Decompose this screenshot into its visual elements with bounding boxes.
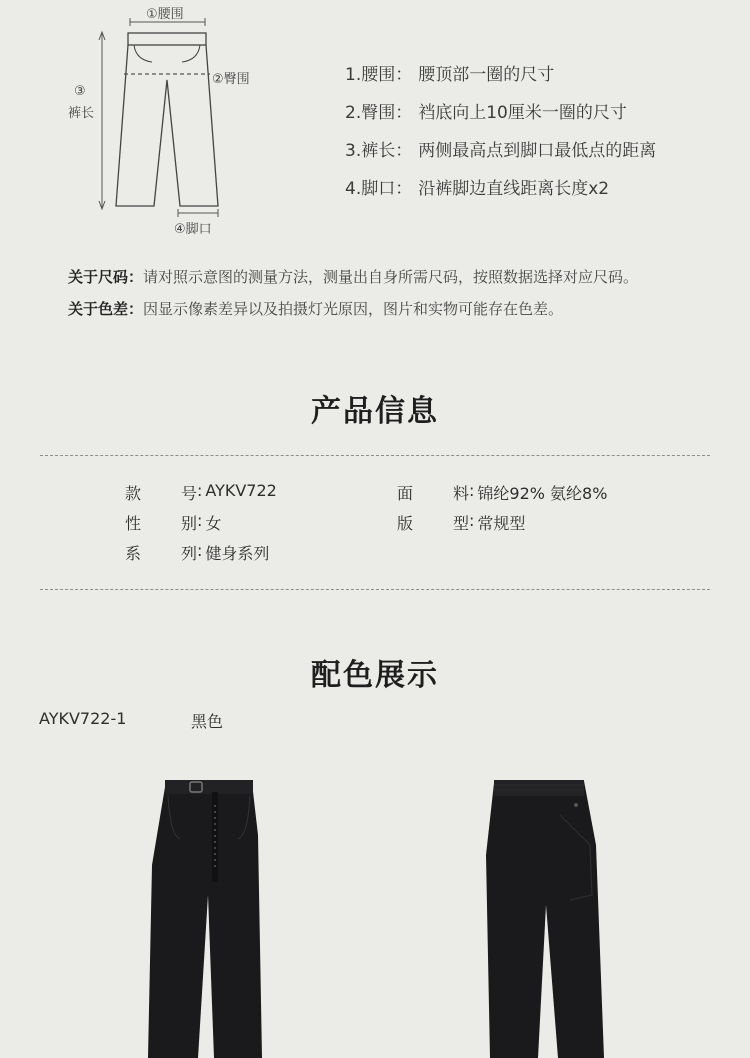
- definition-term: 1.腰围：: [345, 65, 413, 85]
- definition-row: [345, 98, 656, 136]
- model-number: AYKV722: [205, 481, 277, 500]
- size-note: [68, 266, 638, 298]
- fit-value: 常规型: [477, 514, 526, 533]
- color-note: [68, 298, 638, 330]
- info-row-fit: 版 型 : 常规型: [397, 511, 607, 541]
- definition-term: 2.臀围：: [345, 103, 413, 123]
- definition-desc: 腰顶部一圈的尺寸: [418, 65, 555, 85]
- info-row-fabric: 面 料 : 锦纶92% 氨纶8%: [397, 481, 607, 511]
- gender-value: 女: [205, 514, 222, 533]
- measurement-diagram: [60, 0, 280, 240]
- variant-sku: AYKV722-1: [39, 709, 127, 728]
- measurement-definitions: [345, 60, 656, 212]
- note-key: 关于尺码：: [68, 268, 144, 286]
- info-key: 性 别: [125, 514, 197, 533]
- color-display-title: 配色展示: [311, 658, 439, 693]
- definition-desc: 两侧最高点到脚口最低点的距离: [418, 141, 657, 161]
- hip-label: ②臀围: [212, 72, 250, 87]
- info-key: 面 料: [397, 484, 469, 503]
- note-text: 因显示像素差异以及拍摄灯光原因，图片和实物可能存在色差。: [143, 300, 564, 318]
- product-info-right: [397, 481, 607, 541]
- info-row-series: 系 列 : 健身系列: [125, 541, 277, 571]
- fabric-value: 锦纶92% 氨纶8%: [477, 484, 608, 503]
- definition-row: [345, 136, 656, 174]
- waist-label: ①腰围: [146, 7, 184, 22]
- info-row-model: 款 号 : AYKV722: [125, 481, 277, 511]
- definition-row: [345, 60, 656, 98]
- divider: [40, 589, 710, 590]
- divider: [40, 455, 710, 456]
- pants-front-image: [140, 775, 270, 1058]
- info-key: 款 号: [125, 484, 197, 503]
- info-row-gender: 性 别 : 女: [125, 511, 277, 541]
- cuff-label: ④脚口: [174, 222, 212, 237]
- series-value: 健身系列: [205, 544, 270, 563]
- length-label: 裤长: [68, 106, 95, 121]
- definition-term: 3.裤长：: [345, 141, 413, 161]
- info-key: 系 列: [125, 544, 197, 563]
- definition-desc: 裆底向上10厘米一圈的尺寸: [418, 103, 627, 123]
- info-key: 版 型: [397, 514, 469, 533]
- product-info-left: [125, 481, 277, 571]
- variant-color: 黑色: [191, 712, 224, 731]
- note-key: 关于色差：: [68, 300, 144, 318]
- definition-term: 4.脚口：: [345, 179, 413, 199]
- product-info-title: 产品信息: [311, 394, 439, 429]
- definition-row: [345, 174, 656, 212]
- pants-back-image: [480, 775, 610, 1058]
- note-text: 请对照示意图的测量方法，测量出自身所需尺码，按照数据选择对应尺码。: [143, 268, 639, 286]
- notes: [68, 266, 638, 330]
- length-number: ③: [74, 84, 86, 99]
- definition-desc: 沿裤脚边直线距离长度x2: [418, 179, 610, 199]
